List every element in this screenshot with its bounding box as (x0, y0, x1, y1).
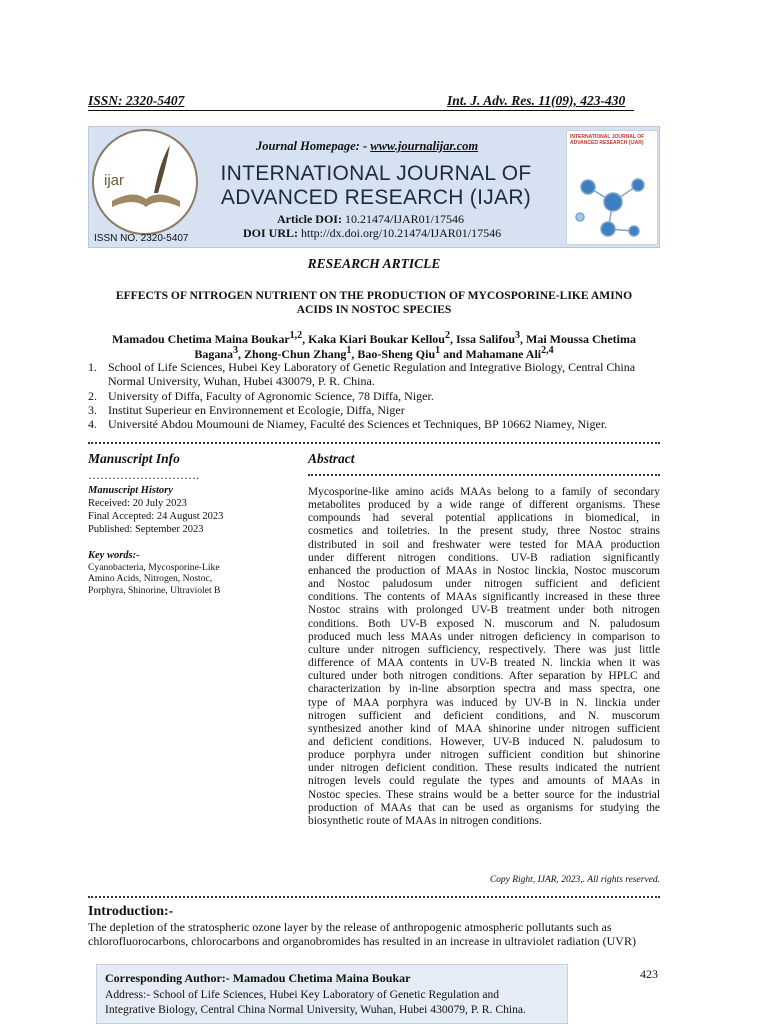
doi-url-label: DOI URL: (243, 226, 299, 240)
abstract-line: cosmetics and toiletries. In the present study, three Nostoc strains (308, 525, 660, 538)
author-sup: 3 (233, 345, 239, 356)
abstract-line: metabolites produced by a wide range of different organisms. These (308, 499, 660, 512)
affiliation-text: School of Life Sciences, Hubei Key Laboratory of Genetic Regulation and Integrative Biology, Central China (108, 360, 636, 374)
author-name: , Zhong-Chun Zhang (238, 347, 347, 361)
abstract-line: conditions. Both UV-B exposed N. muscorum and N. paludosum (308, 617, 660, 630)
author-sup: 2 (444, 330, 450, 341)
introduction-heading: Introduction:- (88, 904, 174, 919)
affiliation-number: 3. (88, 403, 97, 417)
abstract-line: produced much less MAAs under nitrogen deficiency in comparison to (308, 630, 660, 643)
paper-title-line2: ACIDS IN NOSTOC SPECIES (296, 303, 452, 316)
doi-url-link[interactable]: http://dx.doi.org/10.21474/IJAR01/17546 (301, 226, 502, 240)
manuscript-info-heading: Manuscript Info (88, 451, 180, 466)
journal-title-line2: ADVANCED RESEARCH (IJAR) (220, 186, 532, 209)
doi-line (277, 212, 464, 227)
abstract-line: cultured under both nitrogen conditions. After separation by HPLC and (308, 670, 660, 683)
abstract-line: characterization by in-line absorption spectra and mass spectra, one (308, 683, 660, 696)
abstract-line: nitrogen levels could regulate the types and amounts of MAAs in (308, 775, 660, 788)
doi-value: 10.21474/IJAR01/17546 (344, 212, 464, 226)
author-sup: 3 (515, 330, 521, 341)
logo-text: ijar (104, 172, 125, 189)
corresponding-author-label: Corresponding Author:- Mamadou Chetima Maina Boukar (105, 971, 411, 985)
keywords-block (88, 550, 284, 596)
abstract-line: Nostoc species. These strains would be a better source for the industrial (308, 788, 660, 801)
abstract-line: under nitrogen deficient condition. These results indicated the nutrient (308, 762, 660, 775)
author-name: Mamadou Chetima Maina Boukar (111, 332, 290, 346)
article-type: RESEARCH ARTICLE (307, 256, 441, 271)
abstract-line: conditions. The contents of MAAs significantly increased in these three (308, 591, 660, 604)
affiliation-text: Institut Superieur en Environnement et Ecologie, Diffa, Niger (108, 403, 405, 417)
molecule-icon (568, 157, 656, 242)
author-sup: 1,2 (289, 330, 303, 341)
address-line: Integrative Biology, Central China Normal University, Wuhan, Hubei 430079, P. R. China. (105, 1003, 526, 1016)
abstract-line: and Nostoc paludosum under nitrogen sufficient and deficient (308, 578, 660, 591)
affiliation-text: Université Abdou Moumouni de Niamey, Faculté des Sciences et Techniques, BP 10662 Niamey, Niger. (108, 417, 608, 431)
journal-title-line1: INTERNATIONAL JOURNAL OF (220, 162, 532, 185)
abstract-line: synthesized another kind of MAA shinorine under nitrogen sufficient (308, 722, 660, 735)
doi-label: Article DOI: (277, 212, 342, 226)
author-name: and Mahamane Ali (440, 347, 542, 361)
abstract-line: Mycosporine-like amino acids MAAs belong to a family of secondary (308, 486, 660, 498)
abstract-line: difference of MAA contents in UV-B treated N. linckia when it was (308, 657, 660, 670)
section-divider (88, 442, 660, 446)
published-date: Published: September 2023 (88, 524, 204, 535)
author-sup: 1 (435, 345, 441, 356)
manuscript-history (88, 484, 284, 536)
cover-title: INTERNATIONAL JOURNAL OF ADVANCED RESEARCH (IJAR) (570, 134, 645, 146)
introduction-line: chlorofluorocarbons, chlorocarbons and organobromides has resulted in an increase in ultraviolet radiation (UVR) (88, 933, 636, 948)
abstract-line: Nostoc strains with prolonged UV-B treatment under both nitrogen (308, 604, 660, 617)
author-name: Bagana (194, 347, 234, 361)
abstract-line: biosynthetic route of MAAs in nitrogen conditions. (308, 814, 542, 827)
keywords-line: Amino Acids, Nitrogen, Nostoc, (88, 573, 213, 584)
affiliation-number: 2. (88, 389, 97, 403)
introduction-text (88, 921, 660, 948)
affiliation-text: University of Diffa, Faculty of Agronomic Science, 78 Diffa, Niger. (108, 389, 434, 403)
abstract-heading: Abstract (308, 451, 355, 466)
abstract-line: production of MAAs that can be used as organisms for studying the (308, 801, 660, 814)
author-sup: 2,4 (541, 345, 554, 356)
manuscript-dots: ………………………. (88, 468, 199, 482)
doi-url-line (243, 226, 501, 241)
introduction-line: The depletion of the stratospheric ozone layer by the release of anthropogenic atmospheric pollutants such as (88, 920, 612, 934)
abstract-line: nitrogen sufficient and deficient conditions, and N. muscorum (308, 709, 660, 722)
keywords-line: Cyanobacteria, Mycosporine-Like (88, 561, 220, 573)
accepted-date: Final Accepted: 24 August 2023 (88, 511, 224, 522)
page-number: 423 (640, 967, 658, 981)
abstract-line: distributed in soil and freshwater were tested for MAA production (308, 538, 660, 551)
history-label: Manuscript History (88, 485, 173, 496)
homepage-label: Journal Homepage: - (256, 139, 368, 153)
received-date: Received: 20 July 2023 (88, 498, 187, 509)
author-name: , Bao-Sheng Qiu (351, 347, 436, 361)
abstract-line: and deficient conditions. However, UV-B induced N. paludosum to (308, 735, 660, 748)
affiliation-3 (88, 403, 660, 417)
affiliation-number: 4. (88, 417, 97, 431)
abstract-body (308, 486, 660, 828)
section-divider (88, 896, 660, 900)
author-name: , Kaka Kiari Boukar Kellou (302, 332, 445, 346)
journal-cover-image (566, 130, 658, 245)
abstract-line: produce porphyra under nitrogen sufficient condition but shinorine (308, 749, 660, 762)
author-sup: 1 (346, 345, 352, 356)
abstract-line: enhanced the production of MAAs in Nostoc linckia, Nostoc muscorum (308, 564, 660, 577)
abstract-line: under different nitrogen conditions. UV-B radiation significantly (308, 551, 660, 564)
affiliation-number: 1. (88, 360, 97, 374)
keywords-label: Key words:- (88, 550, 140, 561)
author-name: , Mai Moussa Chetima (520, 332, 637, 346)
issn-header: ISSN: 2320-5407 (88, 93, 185, 108)
affiliation-4 (88, 417, 660, 431)
affiliation-1 (88, 360, 660, 388)
copyright-notice: Copy Right, IJAR, 2023,. All rights reserved. (489, 875, 660, 885)
header-rule (88, 110, 634, 111)
address-line: Address:- School of Life Sciences, Hubei Key Laboratory of Genetic Regulation and (105, 988, 500, 1001)
abstract-line: type of MAA porphyra was induced by UV-B in N. linckia under (308, 696, 660, 709)
affiliation-2 (88, 389, 660, 403)
paper-title-line1: EFFECTS OF NITROGEN NUTRIENT ON THE PRODUCTION OF MYCOSPORINE-LIKE AMINO (115, 289, 633, 302)
author-name: , Issa Salifou (449, 332, 516, 346)
logo-issn: ISSN NO. 2320-5407 (94, 233, 189, 244)
corresponding-author-box (96, 964, 568, 1024)
corresponding-address (105, 987, 557, 1017)
affiliation-text: Normal University, Wuhan, Hubei 430079, P. R. China. (108, 374, 375, 388)
homepage-line (256, 139, 478, 154)
homepage-link[interactable]: www.journalijar.com (370, 139, 479, 153)
abstract-line: compounds had several potential applications in biomedical, in (308, 512, 660, 525)
abstract-line: culture under nitrogen sufficiency, respectively. There was just little (308, 643, 660, 656)
keywords-line: Porphyra, Shinorine, Ultraviolet B (88, 584, 221, 596)
abstract-divider (308, 474, 660, 476)
citation-header: Int. J. Adv. Res. 11(09), 423-430 (447, 93, 626, 108)
